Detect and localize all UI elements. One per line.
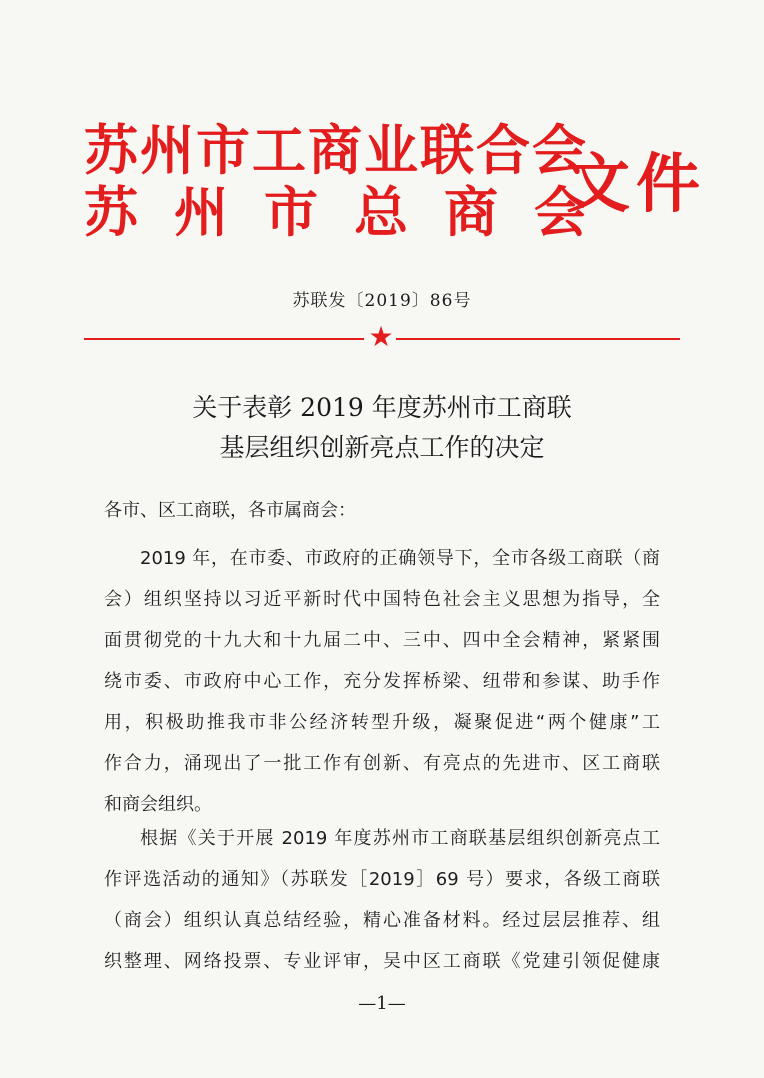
document-title-line-2: 基层组织创新亮点工作的决定 [219,433,545,462]
star-icon: ★ [368,320,394,353]
paragraph-line: 作合力，涌现出了一批工作有创新、有亮点的先进市、区工商联 [104,753,660,774]
paragraph-line: （商会）组织认真总结经验，精心准备材料。经过层层推荐、组 [104,910,660,931]
document-title-line-1: 关于表彰 2019 年度苏州市工商联 [192,393,572,422]
salutation: 各市、区工商联，各市属商会： [104,500,356,521]
masthead-suffix: 文件 [566,147,706,222]
paragraph-line: 绕市委、市政府中心工作，充分发挥桥梁、纽带和参谋、助手作 [104,671,660,692]
paragraph-line: 和商会组织。 [104,794,212,815]
paragraph-line: 用，积极助推我市非公经济转型升级，凝聚促进“两个健康”工 [104,712,660,733]
paragraph-line: 作评选活动的通知》（苏联发［2019］69 号）要求，各级工商联 [104,869,660,890]
paragraph-line: 面贯彻党的十九大和十九届二中、三中、四中全会精神，紧紧围 [104,630,660,651]
masthead-line-1: 苏州市工商业联合会 [84,118,588,182]
paragraph-1 [104,538,660,825]
masthead-line-2: 苏州市总商会 [84,180,624,244]
document-number: 苏联发〔2019〕86号 [292,291,472,311]
page-number: —1— [358,993,406,1014]
red-rule-left [84,338,364,340]
paragraph-2 [104,818,660,982]
paragraph-line: 织整理、网络投票、专业评审，吴中区工商联《党建引领促健康 [104,951,660,972]
paragraph-line: 根据《关于开展 2019 年度苏州市工商联基层组织创新亮点工 [140,828,660,849]
paragraph-line: 2019 年，在市委、市政府的正确领导下，全市各级工商联（商 [140,548,660,569]
paragraph-line: 会）组织坚持以习近平新时代中国特色社会主义思想为指导，全 [104,589,660,610]
red-rule-right [396,338,680,340]
masthead [84,118,706,260]
